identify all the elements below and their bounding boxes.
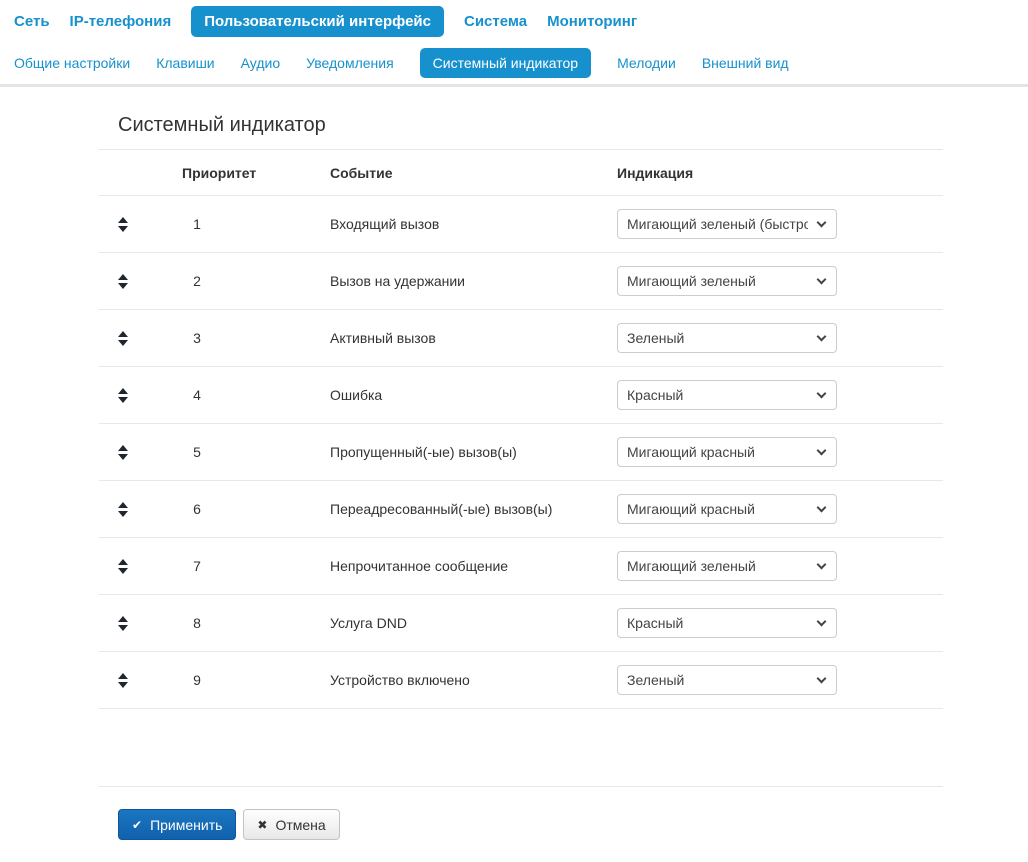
nav-system[interactable]: Система [464, 12, 528, 30]
reorder-handle[interactable] [114, 498, 132, 521]
indication-select[interactable] [617, 323, 837, 353]
reorder-handle[interactable] [114, 441, 132, 464]
table-row [99, 481, 943, 538]
triangle-down-icon [118, 283, 128, 289]
main-content [99, 114, 943, 840]
nav-network[interactable]: Сеть [14, 12, 50, 30]
table-row [99, 652, 943, 709]
table-row [99, 595, 943, 652]
subnav-audio[interactable]: Аудио [240, 55, 281, 71]
priority-value: 3 [193, 330, 201, 346]
triangle-up-icon [118, 274, 128, 280]
subnav-notifications[interactable]: Уведомления [306, 55, 394, 71]
subnav-keys[interactable]: Клавиши [156, 55, 215, 71]
triangle-down-icon [118, 454, 128, 460]
cancel-button[interactable] [243, 809, 339, 840]
nav-monitoring[interactable]: Мониторинг [547, 12, 638, 30]
table-header [99, 149, 943, 196]
triangle-down-icon [118, 340, 128, 346]
reorder-handle[interactable] [114, 213, 132, 236]
table-row [99, 196, 943, 253]
subnav-appearance[interactable]: Внешний вид [701, 55, 789, 71]
event-label: Устройство включено [330, 672, 470, 688]
header-priority: Приоритет [182, 164, 257, 181]
priority-value: 9 [193, 672, 201, 688]
reorder-handle[interactable] [114, 555, 132, 578]
reorder-handle[interactable] [114, 612, 132, 635]
cancel-button-label: Отмена [275, 816, 326, 833]
top-nav [0, 0, 1028, 42]
triangle-up-icon [118, 331, 128, 337]
event-label: Непрочитанное сообщение [330, 558, 509, 574]
close-icon: ✖ [257, 817, 268, 832]
priority-value: 1 [193, 216, 201, 232]
apply-button[interactable] [118, 809, 236, 840]
event-label: Входящий вызов [330, 216, 440, 232]
page-title: Системный индикатор [118, 114, 326, 136]
triangle-down-icon [118, 568, 128, 574]
event-label: Вызов на удержании [330, 273, 465, 289]
indication-select[interactable] [617, 266, 837, 296]
indication-select[interactable] [617, 209, 837, 239]
event-label: Услуга DND [330, 615, 407, 631]
subnav-general-settings[interactable]: Общие настройки [14, 55, 131, 71]
triangle-up-icon [118, 559, 128, 565]
nav-divider [0, 84, 1028, 87]
nav-ip-telephony[interactable]: IP-телефония [69, 12, 172, 30]
priority-value: 4 [193, 387, 201, 403]
indication-select[interactable] [617, 551, 837, 581]
priority-value: 7 [193, 558, 201, 574]
event-label: Ошибка [330, 387, 383, 403]
bottom-divider [99, 786, 943, 787]
triangle-up-icon [118, 445, 128, 451]
reorder-handle[interactable] [114, 327, 132, 350]
reorder-handle[interactable] [114, 669, 132, 692]
indication-select[interactable] [617, 380, 837, 410]
priority-value: 2 [193, 273, 201, 289]
triangle-down-icon [118, 511, 128, 517]
triangle-down-icon [118, 682, 128, 688]
table-row [99, 367, 943, 424]
event-label: Переадресованный(-ые) вызов(ы) [330, 501, 553, 517]
triangle-up-icon [118, 502, 128, 508]
indication-select[interactable] [617, 494, 837, 524]
triangle-up-icon [118, 673, 128, 679]
apply-button-label: Применить [150, 816, 223, 833]
indication-select[interactable] [617, 665, 837, 695]
button-bar [118, 809, 943, 840]
table-row [99, 253, 943, 310]
table-row [99, 310, 943, 367]
check-icon: ✔ [132, 817, 143, 832]
triangle-up-icon [118, 388, 128, 394]
indication-select[interactable] [617, 608, 837, 638]
reorder-handle[interactable] [114, 384, 132, 407]
subnav-melodies[interactable]: Мелодии [617, 55, 676, 71]
table-row [99, 538, 943, 595]
table-row [99, 424, 943, 481]
priority-value: 8 [193, 615, 201, 631]
triangle-up-icon [118, 217, 128, 223]
event-label: Пропущенный(-ые) вызов(ы) [330, 444, 517, 460]
reorder-handle[interactable] [114, 270, 132, 293]
event-label: Активный вызов [330, 330, 436, 346]
sub-nav [0, 42, 1028, 84]
indication-select[interactable] [617, 437, 837, 467]
triangle-down-icon [118, 625, 128, 631]
header-indication: Индикация [617, 164, 694, 181]
priority-value: 5 [193, 444, 201, 460]
nav-user-interface[interactable]: Пользовательский интерфейс [191, 6, 444, 37]
header-event: Событие [330, 164, 393, 181]
subnav-system-indicator[interactable]: Системный индикатор [420, 48, 591, 78]
triangle-up-icon [118, 616, 128, 622]
triangle-down-icon [118, 397, 128, 403]
priority-value: 6 [193, 501, 201, 517]
triangle-down-icon [118, 226, 128, 232]
